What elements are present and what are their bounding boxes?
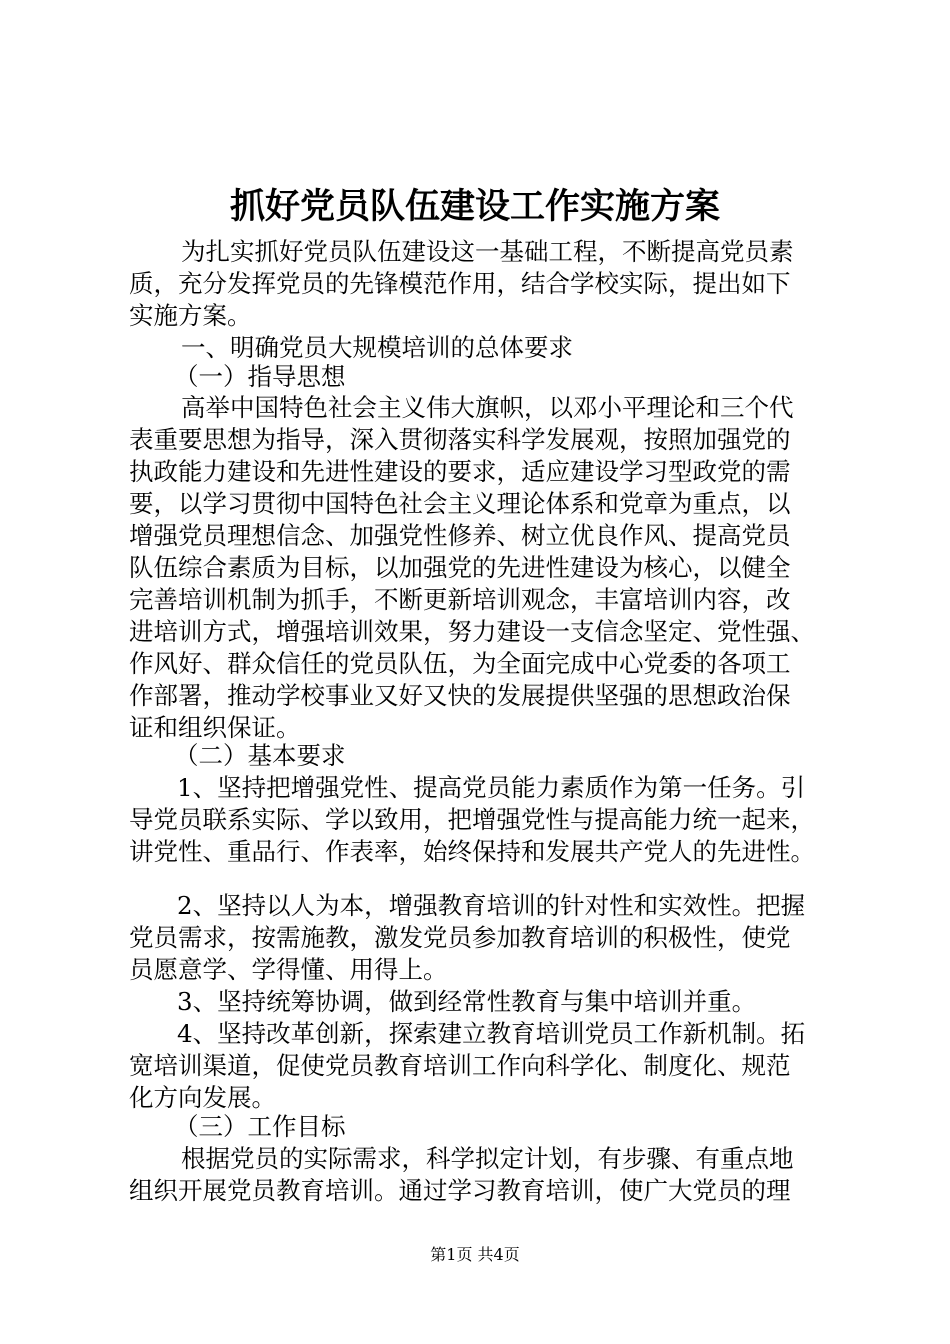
text-line: 执政能力建设和先进性建设的要求，适应建设学习型政党的需 xyxy=(129,457,791,486)
text-line: 4、坚持改革创新，探索建立教育培训党员工作新机制。拓 xyxy=(177,1019,806,1048)
text-line: 3、坚持统筹协调，做到经常性教育与集中培训并重。 xyxy=(177,987,757,1016)
text-line: 组织开展党员教育培训。通过学习教育培训，使广大党员的理 xyxy=(129,1176,791,1205)
text-line: 质，充分发挥党员的先锋模范作用，结合学校实际，提出如下 xyxy=(129,269,791,298)
text-line: 宽培训渠道，促使党员教育培训工作向科学化、制度化、规范 xyxy=(129,1051,791,1080)
text-line: 增强党员理想信念、加强党性修养、树立优良作风、提高党员 xyxy=(129,521,791,550)
text-line: 实施方案。 xyxy=(129,301,252,330)
subsection-heading: （三）工作目标 xyxy=(174,1112,346,1141)
text-line: 表重要思想为指导，深入贯彻落实科学发展观，按照加强党的 xyxy=(129,425,791,454)
page-number-footer: 第1页 共4页 xyxy=(430,1245,520,1264)
text-line: 讲党性、重品行、作表率，始终保持和发展共产党人的先进性。 xyxy=(129,837,815,866)
text-line: 证和组织保证。 xyxy=(129,713,301,742)
subsection-heading: （二）基本要求 xyxy=(174,741,346,770)
text-line: 党员需求，按需施教，激发党员参加教育培训的积极性，使党 xyxy=(129,923,791,952)
text-line: 根据党员的实际需求，科学拟定计划，有步骤、有重点地 xyxy=(181,1144,794,1173)
text-line: 进培训方式，增强培训效果，努力建设一支信念坚定、党性强、 xyxy=(129,617,815,646)
text-line: 队伍综合素质为目标，以加强党的先进性建设为核心，以健全 xyxy=(129,553,791,582)
text-line: 导党员联系实际、学以致用，把增强党性与提高能力统一起来， xyxy=(129,805,815,834)
text-line: 员愿意学、学得懂、用得上。 xyxy=(129,955,448,984)
text-line: 作部署，推动学校事业又好又快的发展提供坚强的思想政治保 xyxy=(129,681,791,710)
text-line: 作风好、群众信任的党员队伍，为全面完成中心党委的各项工 xyxy=(129,649,791,678)
text-line: 2、坚持以人为本，增强教育培训的针对性和实效性。把握 xyxy=(177,891,806,920)
text-line: 1、坚持把增强党性、提高党员能力素质作为第一任务。引 xyxy=(177,773,806,802)
text-line: 完善培训机制为抓手，不断更新培训观念，丰富培训内容，改 xyxy=(129,585,791,614)
subsection-heading: （一）指导思想 xyxy=(174,362,346,391)
text-line: 化方向发展。 xyxy=(129,1083,276,1112)
text-line: 为扎实抓好党员队伍建设这一基础工程，不断提高党员素 xyxy=(181,237,794,266)
document-title: 抓好党员队伍建设工作实施方案 xyxy=(229,186,720,227)
section-heading: 一、明确党员大规模培训的总体要求 xyxy=(181,333,573,362)
text-line: 要，以学习贯彻中国特色社会主义理论体系和党章为重点，以 xyxy=(129,489,791,518)
text-line: 高举中国特色社会主义伟大旗帜，以邓小平理论和三个代 xyxy=(181,393,794,422)
